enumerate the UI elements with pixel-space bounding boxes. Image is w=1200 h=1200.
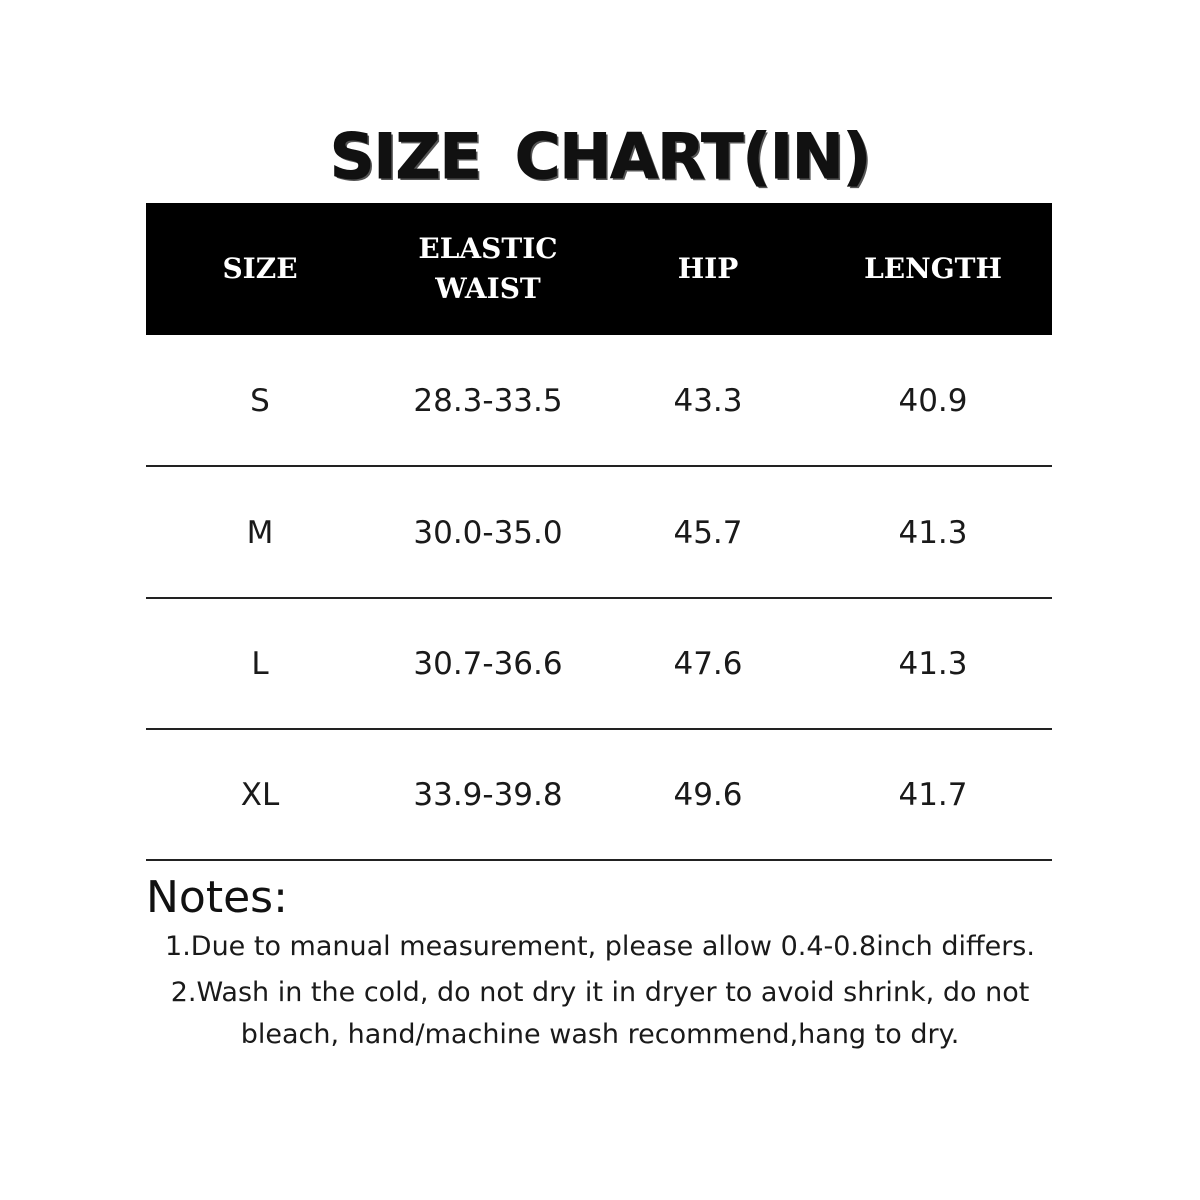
cell-size: S (250, 382, 270, 419)
cell-hip: 49.6 (673, 776, 743, 813)
header-length-label: LENGTH (864, 252, 1002, 285)
note-line-2b: bleach, hand/machine wash recommend,hang to dry. (240, 1019, 960, 1050)
note-line-2 (130, 972, 1070, 1056)
notes-title: Notes: (146, 872, 288, 923)
table-row (146, 335, 1052, 466)
cell-length: 41.7 (898, 776, 968, 813)
cell-hip: 47.6 (673, 645, 743, 682)
note-line-1: 1.Due to manual measurement, please allow 0.4-0.8inch differs. (165, 931, 1035, 962)
header-waist-line1: ELASTIC (418, 232, 558, 265)
cell-size: M (246, 514, 274, 551)
header-elastic-waist (374, 203, 602, 335)
cell-waist: 30.7-36.6 (413, 645, 563, 682)
header-hip (602, 203, 814, 335)
cell-length: 41.3 (898, 645, 968, 682)
table-row (146, 598, 1052, 729)
row-divider (146, 859, 1052, 861)
cell-length: 40.9 (898, 382, 968, 419)
header-length (814, 203, 1052, 335)
table-row (146, 729, 1052, 860)
cell-size: XL (240, 776, 280, 813)
cell-waist: 30.0-35.0 (413, 514, 563, 551)
cell-hip: 45.7 (673, 514, 743, 551)
header-size (146, 203, 374, 335)
page-title (0, 112, 1200, 202)
cell-hip: 43.3 (673, 382, 743, 419)
cell-waist: 33.9-39.8 (413, 776, 563, 813)
cell-length: 41.3 (898, 514, 968, 551)
table-row (146, 467, 1052, 598)
header-hip-label: HIP (677, 252, 739, 285)
header-size-label: SIZE (222, 252, 298, 285)
cell-size: L (251, 645, 269, 682)
note-line-2a: 2.Wash in the cold, do not dry it in dryer to avoid shrink, do not (170, 977, 1030, 1008)
cell-waist: 28.3-33.5 (413, 382, 563, 419)
title-size: SIZE (329, 120, 481, 193)
title-chart-in: CHART(IN) (514, 120, 871, 193)
table-header (146, 203, 1052, 335)
header-waist-line2: WAIST (435, 272, 541, 305)
